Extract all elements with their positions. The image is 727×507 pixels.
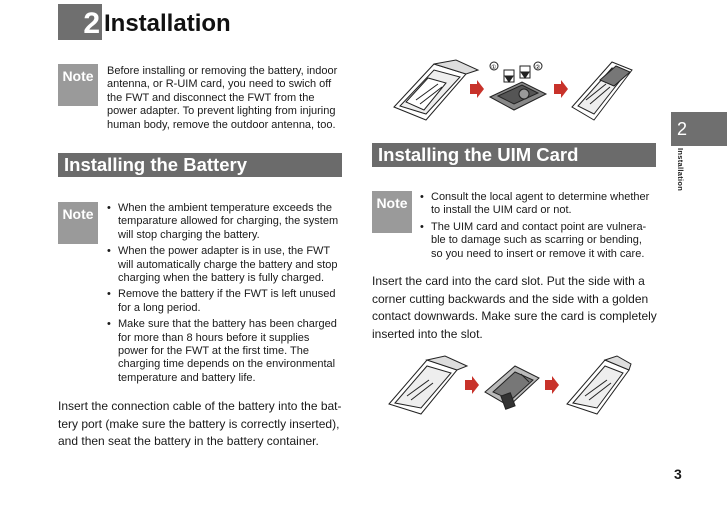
note-line: power adapter. To prevent lighting from injuring xyxy=(107,105,336,118)
chapter-number-box xyxy=(58,4,102,40)
arrow-right-icon xyxy=(545,376,559,394)
device-closed-illustration xyxy=(572,62,632,120)
list-item: • Remove the battery if the FWT is left unused for a long period. xyxy=(106,288,350,315)
chapter-title: Installation xyxy=(104,10,231,37)
note-badge: Note xyxy=(58,202,98,244)
battery-cover-figure xyxy=(386,52,636,127)
chapter-number: 2 xyxy=(83,7,100,40)
intro-note-text xyxy=(107,65,352,132)
arrow-right-icon xyxy=(554,80,568,98)
card-insert-illustration xyxy=(485,366,539,409)
battery-note-list xyxy=(106,202,350,385)
note-line: human body, remove the outdoor antenna, too. xyxy=(107,118,336,131)
step-label: ① xyxy=(491,65,497,71)
chapter-side-tab: 2 xyxy=(671,112,727,146)
step-label: ② xyxy=(535,65,541,71)
note-line: antenna, or R-UIM card, you need to swich off xyxy=(107,78,332,91)
section-heading-uim-card: Installing the UIM Card xyxy=(372,143,656,167)
device-open-illustration xyxy=(567,356,631,414)
uim-note-list xyxy=(419,191,667,261)
uim-body-text: Insert the card into the card slot. Put the side with a corner cutting backwards and the side with a golden contact downwards. Make sure the card is completely inserted into the slot. xyxy=(372,274,657,341)
list-item: • When the ambient temperature exceeds the temparature allowed for charging, the system will stop charging the battery. xyxy=(106,202,350,242)
note-badge: Note xyxy=(58,64,98,106)
list-item: • The UIM card and contact point are vulnera- ble to damage such as scarring or bending, so you need to insert or remove it with care. xyxy=(419,221,667,261)
device-open-illustration xyxy=(389,356,467,414)
note-badge: Note xyxy=(372,191,412,233)
chapter-side-label: Installation xyxy=(676,148,685,192)
device-open-illustration xyxy=(394,60,478,120)
arrow-right-icon xyxy=(470,80,484,98)
battery-body-text: Insert the connection cable of the battery into the bat- tery port (make sure the battery is correctly inserted), and then seat the battery in the battery container. xyxy=(58,399,342,448)
uim-card-figure xyxy=(383,352,633,417)
list-item: • When the power adapter is in use, the FWT will automatically charge the battery and stop charging when the battery is fully charged. xyxy=(106,245,350,285)
page-number: 3 xyxy=(674,466,682,482)
arrow-right-icon xyxy=(465,376,479,394)
note-line: the FWT and disconnect the FWT from the xyxy=(107,91,315,104)
section-heading-battery: Installing the Battery xyxy=(58,153,342,177)
note-line: Before installing or removing the battery, indoor xyxy=(107,65,338,77)
list-item: • Make sure that the battery has been charged for more than 8 hours before it supplies power for the FWT at the first time. The charging time depends on the environmental temperature and battery life. xyxy=(106,318,350,385)
list-item: • Consult the local agent to determine whether to install the UIM card or not. xyxy=(419,191,667,218)
